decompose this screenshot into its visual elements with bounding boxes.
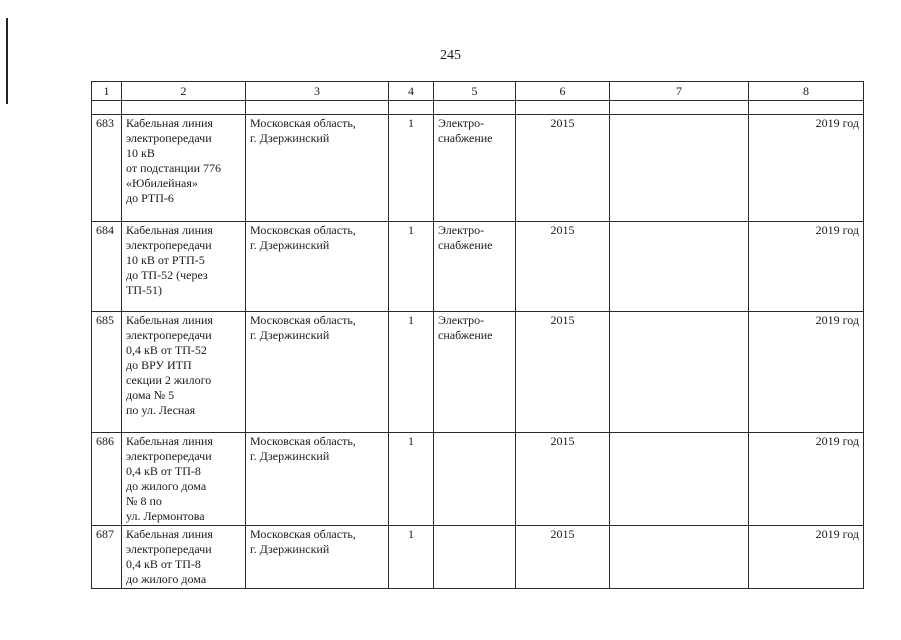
count-cell: 1	[389, 115, 434, 222]
purpose-cell	[434, 526, 516, 589]
column-7-cell	[610, 222, 749, 312]
purpose-cell: Электро- снабжение	[434, 222, 516, 312]
table-row	[92, 433, 864, 526]
count-cell: 1	[389, 222, 434, 312]
term-cell: 2019 год	[749, 433, 864, 526]
location-cell: Московская область, г. Дзержинский	[246, 433, 389, 526]
count-cell: 1	[389, 433, 434, 526]
term-cell: 2019 год	[749, 312, 864, 433]
year-cell: 2015	[516, 222, 610, 312]
column-7-cell	[610, 526, 749, 589]
column-header: 3	[246, 82, 389, 101]
row-number-cell: 687	[92, 526, 122, 589]
column-header: 1	[92, 82, 122, 101]
row-number-cell: 684	[92, 222, 122, 312]
row-number-cell: 683	[92, 115, 122, 222]
year-cell: 2015	[516, 526, 610, 589]
term-cell: 2019 год	[749, 115, 864, 222]
registry-table	[91, 81, 864, 589]
column-7-cell	[610, 115, 749, 222]
page-number: 245	[440, 48, 461, 63]
term-cell: 2019 год	[749, 526, 864, 589]
column-header: 7	[610, 82, 749, 101]
column-7-cell	[610, 433, 749, 526]
column-header: 5	[434, 82, 516, 101]
location-cell: Московская область, г. Дзержинский	[246, 222, 389, 312]
count-cell: 1	[389, 526, 434, 589]
header-row	[92, 82, 864, 101]
row-number-cell: 685	[92, 312, 122, 433]
column-7-cell	[610, 312, 749, 433]
count-cell: 1	[389, 312, 434, 433]
object-name-cell: Кабельная линия электропередачи 10 кВ от подстанции 776 «Юбилейная» до РТП-6	[122, 115, 246, 222]
spacer-row	[92, 101, 864, 115]
year-cell: 2015	[516, 115, 610, 222]
table-row	[92, 222, 864, 312]
object-name-cell: Кабельная линия электропередачи 0,4 кВ от ТП-8 до жилого дома № 8 по ул. Лермонтова	[122, 433, 246, 526]
row-number-cell: 686	[92, 433, 122, 526]
object-name-cell: Кабельная линия электропередачи 0,4 кВ от ТП-52 до ВРУ ИТП секции 2 жилого дома № 5 по ул. Лесная	[122, 312, 246, 433]
location-cell: Московская область, г. Дзержинский	[246, 115, 389, 222]
column-header: 8	[749, 82, 864, 101]
column-header: 4	[389, 82, 434, 101]
table-row	[92, 115, 864, 222]
object-name-cell: Кабельная линия электропередачи 10 кВ от РТП-5 до ТП-52 (через ТП-51)	[122, 222, 246, 312]
year-cell: 2015	[516, 312, 610, 433]
column-header: 2	[122, 82, 246, 101]
purpose-cell: Электро- снабжение	[434, 115, 516, 222]
column-header: 6	[516, 82, 610, 101]
location-cell: Московская область, г. Дзержинский	[246, 312, 389, 433]
object-name-cell: Кабельная линия электропередачи 0,4 кВ от ТП-8 до жилого дома	[122, 526, 246, 589]
location-cell: Московская область, г. Дзержинский	[246, 526, 389, 589]
purpose-cell: Электро- снабжение	[434, 312, 516, 433]
term-cell: 2019 год	[749, 222, 864, 312]
table-row	[92, 312, 864, 433]
table-body	[92, 82, 864, 589]
table-row	[92, 526, 864, 589]
purpose-cell	[434, 433, 516, 526]
year-cell: 2015	[516, 433, 610, 526]
